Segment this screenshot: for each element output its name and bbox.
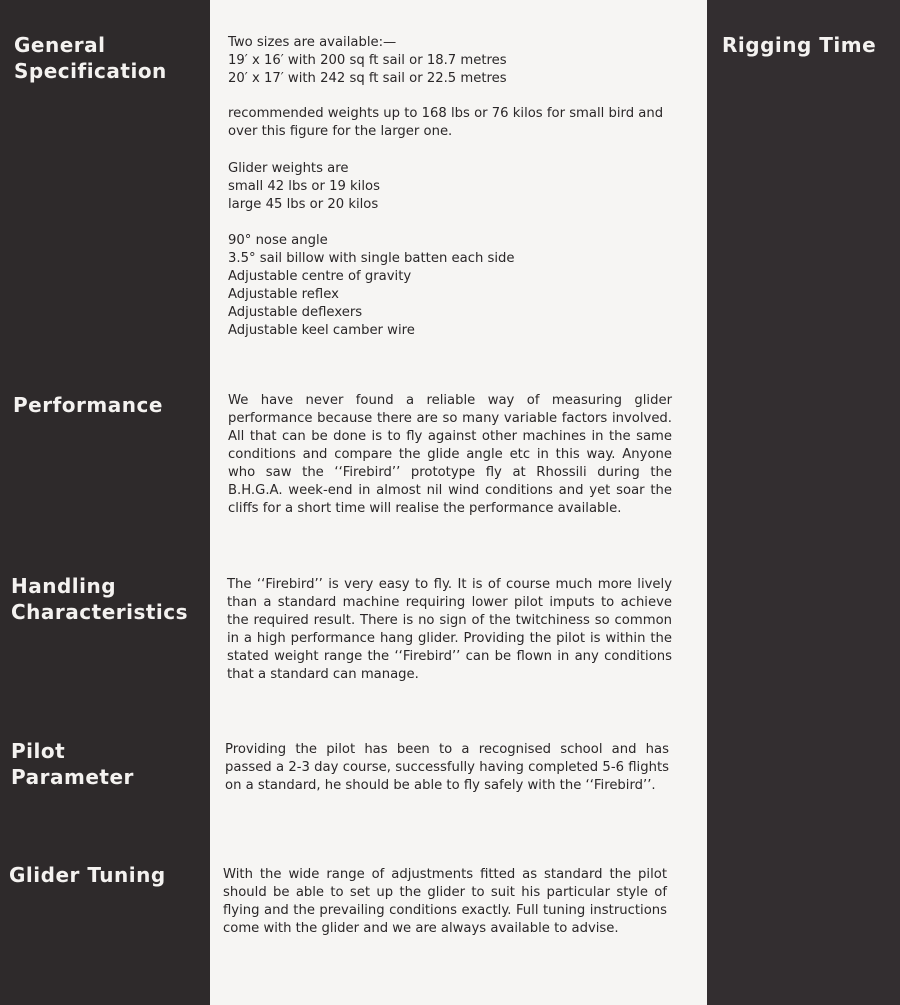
general-specification-sizes <box>228 34 507 88</box>
text-line: Two sizes are available:— <box>228 35 397 50</box>
pilot-parameter-text: Providing the pilot has been to a recognised school and has passed a 2-3 day course, successfully having completed 5-6 flights on a standard, he should be able to fly safely with the ‘‘Firebird’’. <box>225 742 669 793</box>
text-line: recommended weights up to 168 lbs or 76 kilos for small bird and <box>228 106 664 121</box>
text-line: 3.5° sail billow with single batten each side <box>228 251 515 266</box>
general-specification-weights <box>228 105 663 141</box>
text-line: Glider weights are <box>228 161 349 176</box>
general-specification-features <box>228 232 515 340</box>
heading-line: Parameter <box>11 765 134 789</box>
heading-line: Characteristics <box>11 600 189 624</box>
text-line: 90° nose angle <box>228 233 328 248</box>
handling-characteristics-text: The ‘‘Firebird’’ is very easy to fly. It is of course much more lively than a standard machine requiring lower pilot imputs to achieve the required result. There is no sign of the twitchiness so common in a high performance hang glider. Providing the pilot is within the stated weight range the ‘‘Firebird’’ can be flown in any conditions that a standard can manage. <box>227 577 672 682</box>
text-line: Adjustable deflexers <box>228 305 363 320</box>
left-heading-band <box>0 0 210 1005</box>
heading-line: Handling <box>11 574 117 598</box>
text-line: small 42 lbs or 19 kilos <box>228 179 380 194</box>
text-line: 20′ x 17′ with 242 sq ft sail or 22.5 metres <box>228 71 507 86</box>
text-line: Adjustable centre of gravity <box>228 269 412 284</box>
rigging-time-heading: Rigging Time <box>722 33 877 57</box>
text-line: 19′ x 16′ with 200 sq ft sail or 18.7 metres <box>228 53 507 68</box>
handling-characteristics-heading <box>11 573 188 625</box>
pilot-parameter-heading <box>11 738 134 790</box>
heading-line: Pilot <box>11 739 66 763</box>
glider-tuning-heading: Glider Tuning <box>9 863 166 887</box>
heading-line: Specification <box>14 59 167 83</box>
text-line: Adjustable reflex <box>228 287 339 302</box>
performance-text: We have never found a reliable way of measuring glider performance because there are so many variable factors involved. All that can be done is to fly against other machines in the same conditions and compare the glide angle etc in this way. Anyone who saw the ‘‘Firebird’’ prototype fly at Rhossili during the B.H.G.A. week-end in almost nil wind conditions and yet soar the cliffs for a short time will realise the performance available. <box>228 393 672 516</box>
general-specification-heading <box>14 32 167 84</box>
general-specification-glider-weights <box>228 160 380 214</box>
performance-heading: Performance <box>13 393 163 417</box>
glider-tuning-text: With the wide range of adjustments fitted as standard the pilot should be able to set up the glider to suit his particular style of flying and the prevailing conditions exactly. Full tuning instructions come with the glider and we are always available to advise. <box>223 867 667 936</box>
text-line: over this figure for the larger one. <box>228 124 453 139</box>
right-heading-band <box>707 0 900 1005</box>
text-line: Adjustable keel camber wire <box>228 323 415 338</box>
heading-line: General <box>14 33 106 57</box>
text-line: large 45 lbs or 20 kilos <box>228 197 379 212</box>
